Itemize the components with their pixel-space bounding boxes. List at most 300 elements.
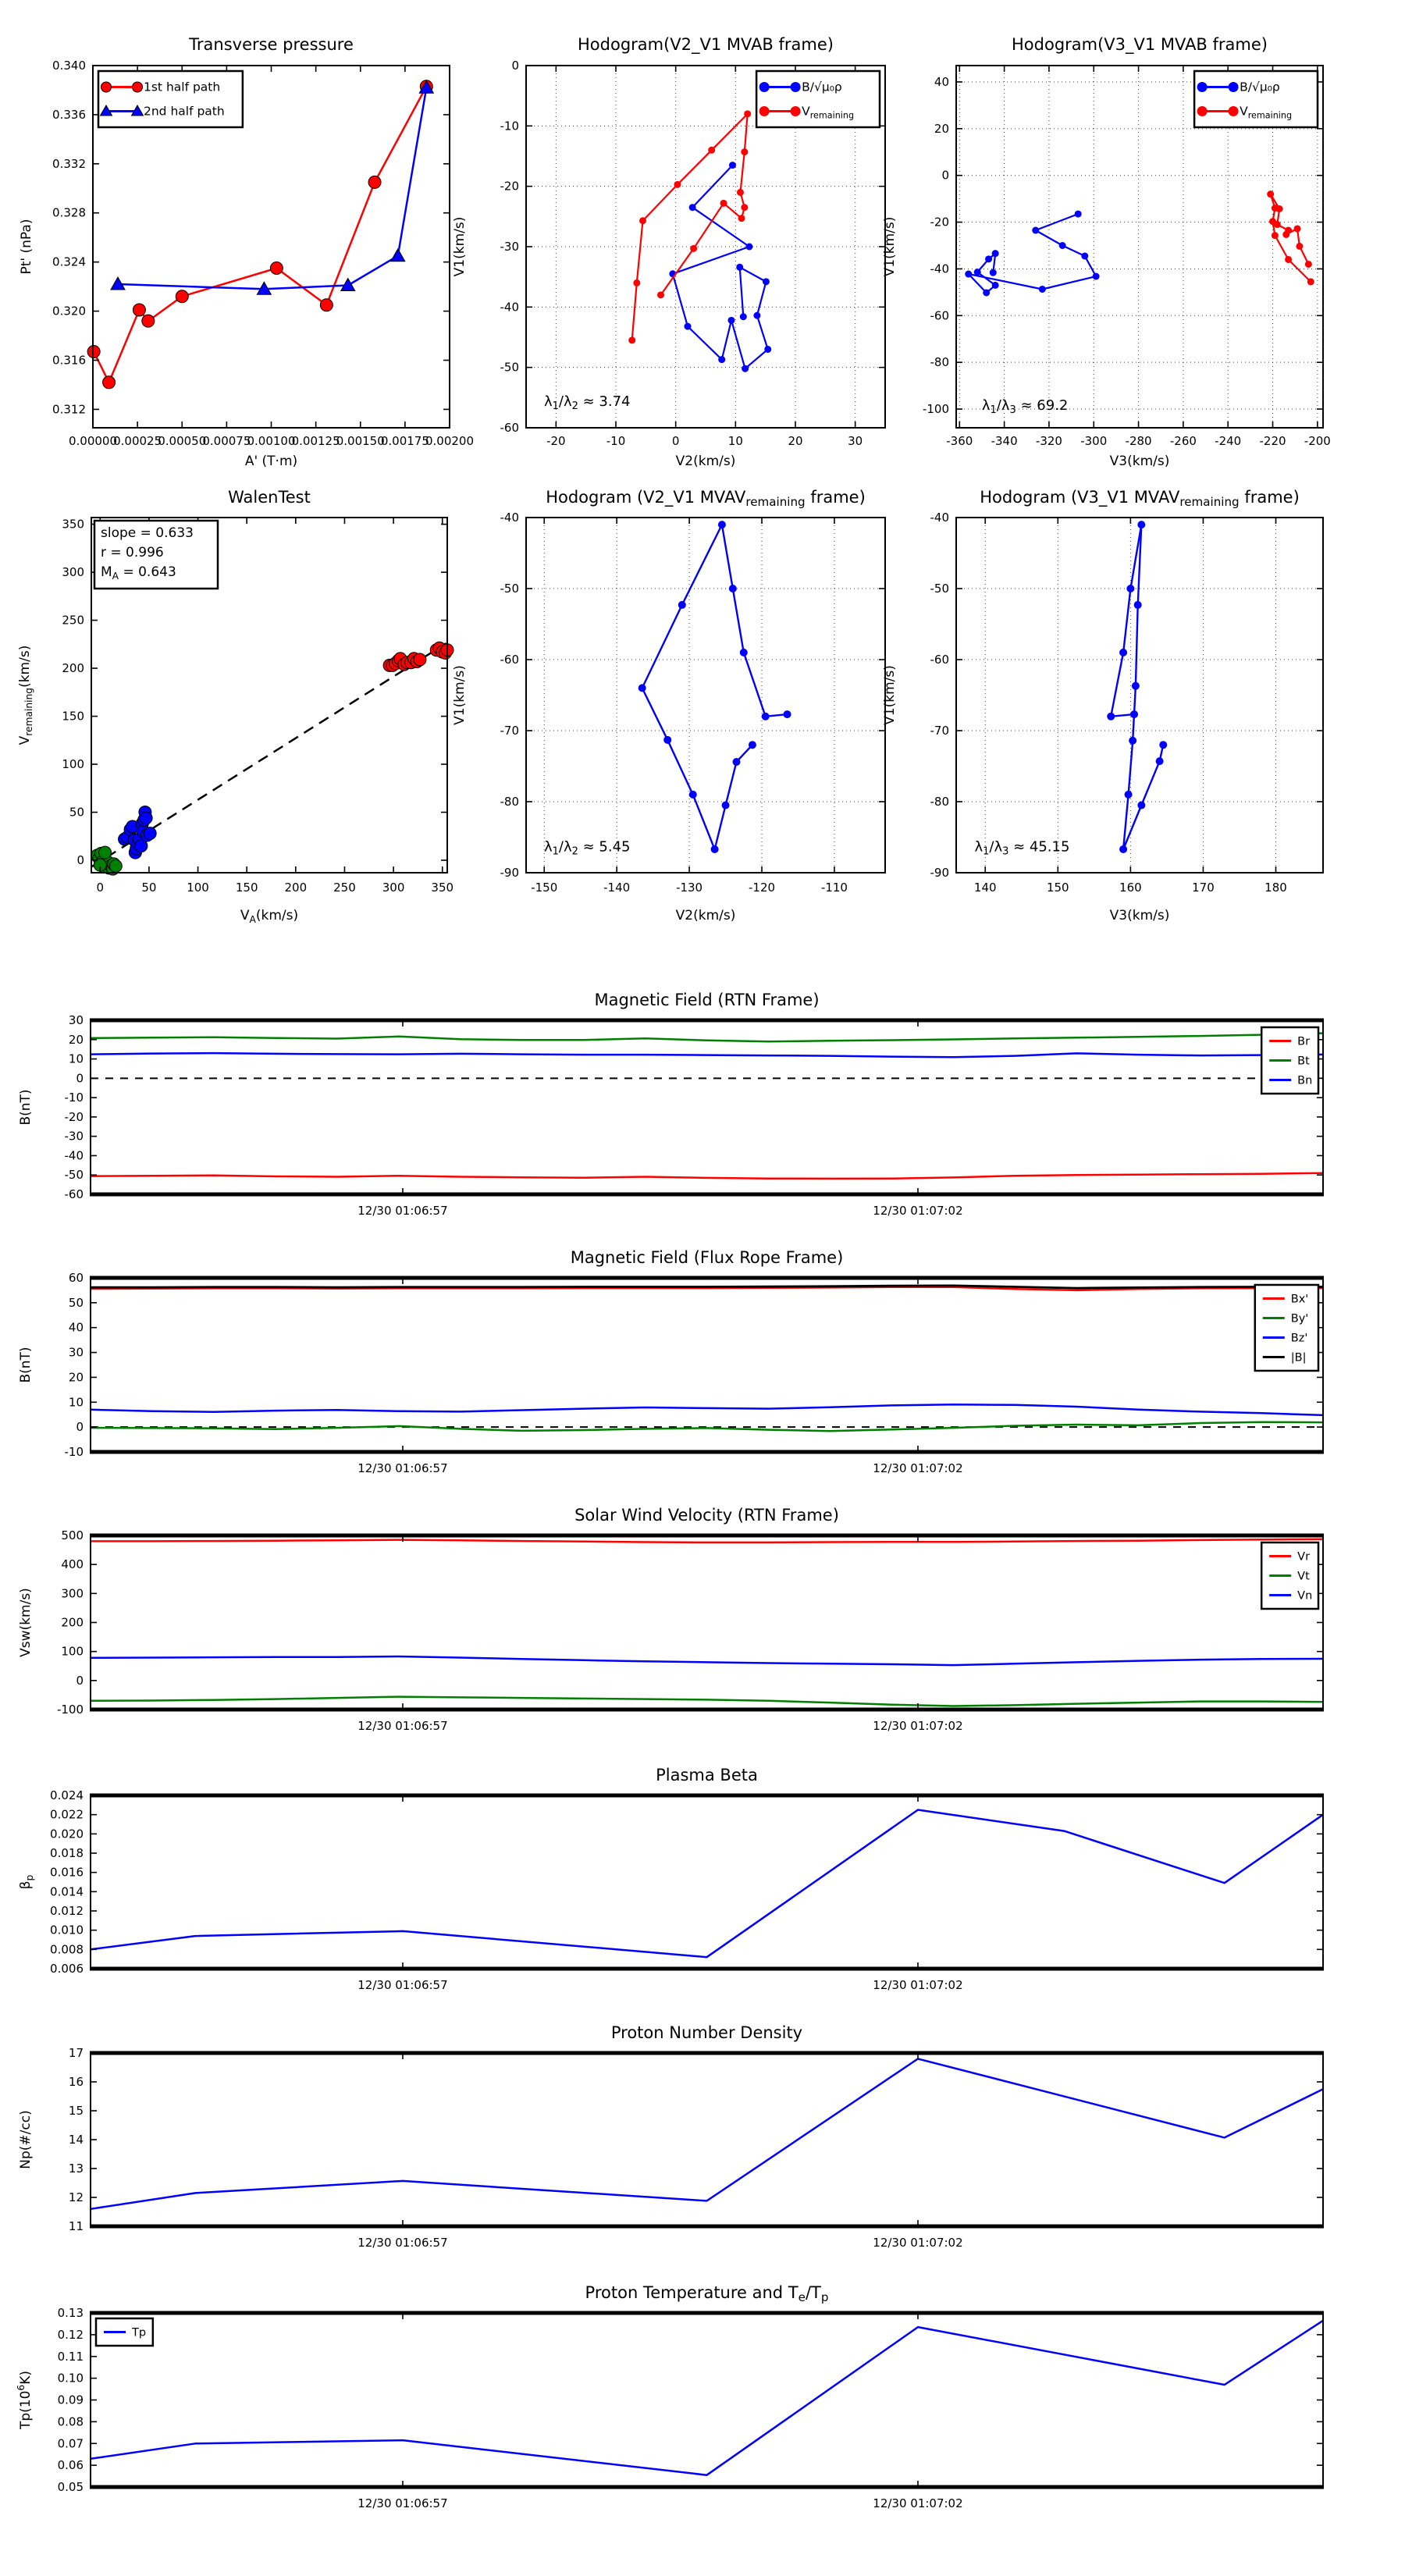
chart-transverse-pressure [19, 35, 474, 469]
x-tick-label: -260 [1169, 434, 1197, 448]
data-point-marker [762, 713, 770, 720]
y-tick-label: -90 [500, 866, 519, 880]
y-tick-label: 14 [68, 2133, 84, 2147]
y-axis-label: V1(km/s) [882, 216, 898, 277]
y-axis-label: $Tp(10^6K)$ [16, 2370, 34, 2430]
data-point-marker [965, 271, 972, 278]
data-point-marker [1126, 585, 1134, 592]
data-point-marker [729, 585, 737, 592]
series-line-B/√μ₀ρ [673, 165, 768, 369]
y-tick-label: -50 [500, 360, 519, 375]
x-tick-label: 0.00050 [158, 434, 207, 448]
y-tick-label: -40 [930, 262, 949, 276]
y-tick-label: 0.05 [57, 2480, 84, 2494]
y-tick-label: 100 [61, 1644, 84, 1659]
data-point-marker [1285, 227, 1292, 234]
y-tick-label: -90 [930, 866, 949, 880]
chart-title: Magnetic Field (Flux Rope Frame) [570, 1248, 844, 1267]
y-tick-label: 60 [68, 1271, 84, 1285]
data-point-marker [711, 845, 719, 853]
y-tick-label: -40 [500, 511, 519, 525]
data-point-marker [727, 317, 735, 324]
data-point-marker [985, 255, 992, 262]
fit-stat-line: slope = 0.633 [101, 525, 194, 541]
data-point-marker [1129, 737, 1136, 745]
y-tick-label: 0.312 [52, 402, 86, 417]
y-tick-label: -80 [930, 355, 949, 370]
y-tick-label: 13 [68, 2161, 84, 2176]
y-tick-label: 15 [68, 2104, 84, 2118]
y-tick-label: 10 [68, 1051, 84, 1066]
data-point-marker [741, 204, 748, 211]
chart-mag-fluxrope [18, 1248, 1324, 1475]
y-tick-label: -30 [500, 240, 519, 254]
x-tick-label: 12/30 01:06:57 [357, 1719, 448, 1733]
data-point-marker [1132, 682, 1140, 690]
data-point-marker [1134, 601, 1142, 609]
y-tick-label: 0.006 [50, 1962, 84, 1976]
data-point-marker [144, 827, 156, 840]
data-point-marker [718, 521, 726, 528]
x-tick-label: 350 [431, 881, 454, 895]
x-tick-label: 0.00025 [113, 434, 162, 448]
y-tick-label: -60 [500, 653, 519, 667]
data-point-marker [1285, 256, 1292, 263]
lambda-ratio-annotation: $\lambda_1/\lambda_2 \approx 5.45$ [544, 838, 631, 858]
x-tick-label: 100 [187, 881, 209, 895]
x-tick-label: 0.00200 [425, 434, 475, 448]
data-point-marker [744, 110, 751, 117]
data-point-marker [133, 304, 145, 316]
x-tick-label: 50 [141, 881, 157, 895]
lambda-ratio-annotation: $\lambda_1/\lambda_3 \approx 45.15$ [974, 838, 1070, 858]
x-tick-label: 12/30 01:06:57 [357, 1204, 448, 1218]
y-tick-label: 100 [62, 757, 84, 772]
x-axis-label: V3(km/s) [1109, 454, 1170, 469]
y-tick-label: -50 [930, 582, 949, 596]
data-point-marker [663, 736, 671, 744]
data-point-marker [103, 376, 116, 389]
data-point-marker [391, 249, 405, 262]
chart-title: Hodogram (V2_V1 MVAVremaining frame) [546, 488, 866, 509]
series-line-Br [91, 1173, 1323, 1179]
y-tick-label: -10 [64, 1445, 84, 1459]
series-line-1st half path [94, 87, 426, 382]
x-tick-label: 0.00175 [380, 434, 429, 448]
data-point-marker [763, 278, 770, 285]
x-tick-label: 0.00125 [291, 434, 340, 448]
fit-stat-line: r = 0.996 [101, 545, 164, 560]
chart-title: WalenTest [228, 488, 311, 507]
y-tick-label: 0.13 [57, 2306, 84, 2320]
data-point-marker [1125, 791, 1133, 799]
y-tick-label: 0.018 [50, 1846, 84, 1860]
y-axis-label: Vsw(km/s) [18, 1588, 34, 1657]
legend-label: 1st half path [144, 80, 221, 94]
data-point-marker [759, 106, 770, 116]
y-tick-label: -80 [500, 795, 519, 809]
y-tick-label: -60 [930, 308, 949, 323]
x-tick-label: 0 [671, 434, 680, 448]
x-tick-label: -280 [1125, 434, 1152, 448]
x-tick-label: 0.00000 [68, 434, 118, 448]
data-point-marker [657, 291, 664, 298]
data-point-marker [87, 345, 100, 358]
x-tick-label: 12/30 01:07:02 [873, 2236, 963, 2250]
series-line-|B| [91, 1286, 1323, 1288]
chart-title: Hodogram (V3_V1 MVAVremaining frame) [980, 488, 1300, 509]
x-tick-label: -340 [991, 434, 1018, 448]
y-tick-label: 0 [76, 1071, 84, 1086]
y-tick-label: -30 [64, 1129, 84, 1144]
y-tick-label: 0 [76, 1673, 84, 1688]
data-point-marker [1081, 252, 1088, 259]
y-tick-label: 500 [61, 1528, 84, 1542]
data-point-marker [414, 653, 426, 666]
chart-proton-temp [16, 2283, 1324, 2510]
data-point-marker [1039, 286, 1046, 293]
series-line-V_remaining [632, 114, 748, 340]
y-tick-label: 20 [934, 121, 949, 136]
y-tick-label: -60 [64, 1187, 84, 1201]
data-point-marker [101, 82, 112, 92]
y-tick-label: -40 [64, 1148, 84, 1163]
series-line-B/√μ₀ρ [969, 214, 1096, 293]
legend-label: $V_{remaining}$ [802, 104, 855, 121]
data-point-marker [1307, 278, 1314, 285]
chart-title: Proton Temperature and Te/Tp [585, 2283, 829, 2304]
x-tick-label: -360 [946, 434, 973, 448]
legend [1261, 1542, 1318, 1609]
y-tick-label: 0.10 [57, 2371, 84, 2386]
data-point-marker [133, 82, 143, 92]
x-axis-label: V2(km/s) [675, 454, 736, 469]
data-point-marker [689, 791, 697, 799]
data-point-marker [736, 264, 743, 271]
data-point-marker [708, 147, 715, 154]
data-point-marker [741, 148, 748, 155]
data-point-marker [718, 356, 725, 363]
chart-hodogram-v2v1-mvav [452, 488, 885, 923]
x-tick-label: 12/30 01:06:57 [357, 1978, 448, 1992]
data-point-marker [742, 365, 749, 372]
data-point-marker [176, 290, 188, 303]
x-tick-label: -240 [1215, 434, 1242, 448]
y-tick-label: -20 [500, 179, 519, 194]
fit-stat-line: $M_A = 0.643$ [101, 564, 176, 582]
series-line-Bn [91, 1053, 1323, 1057]
x-tick-label: 300 [382, 881, 405, 895]
series-line-V [642, 525, 788, 849]
x-tick-label: -120 [748, 881, 776, 895]
legend-label: $V_{remaining}$ [1240, 104, 1293, 121]
y-tick-label: 40 [68, 1320, 84, 1335]
data-point-marker [1305, 261, 1312, 268]
chart-title: Plasma Beta [656, 1766, 758, 1784]
legend-label: Vn [1297, 1589, 1313, 1603]
data-point-marker [674, 181, 681, 188]
data-point-marker [753, 312, 760, 319]
chart-walen-test [17, 488, 454, 925]
data-point-marker [1296, 243, 1303, 250]
y-tick-label: -40 [500, 300, 519, 315]
legend [98, 71, 243, 127]
x-tick-label: 12/30 01:07:02 [873, 1461, 963, 1475]
y-tick-label: -70 [500, 724, 519, 738]
data-point-marker [791, 82, 801, 92]
legend-label: Tp [132, 2326, 147, 2339]
x-tick-label: 12/30 01:06:57 [357, 2236, 448, 2250]
data-point-marker [740, 313, 747, 320]
y-tick-label: -60 [500, 421, 519, 435]
y-tick-label: 10 [68, 1395, 84, 1410]
data-point-marker [732, 758, 740, 766]
x-tick-label: 12/30 01:06:57 [357, 1461, 448, 1475]
x-tick-label: 0.00075 [202, 434, 251, 448]
y-tick-label: 0.06 [57, 2458, 84, 2473]
y-axis-label: V1(km/s) [882, 665, 898, 725]
data-point-marker [1294, 225, 1301, 232]
data-point-marker [140, 812, 152, 824]
data-point-marker [1197, 82, 1208, 92]
data-point-marker [1229, 106, 1239, 116]
y-tick-label: 0.020 [50, 1827, 84, 1841]
data-point-marker [685, 323, 692, 330]
x-axis-label: $V_A(km/s)$ [240, 908, 299, 925]
y-tick-label: 0.320 [52, 304, 86, 318]
legend-label: Vr [1297, 1550, 1311, 1564]
chart-proton-density [18, 2023, 1324, 2250]
y-axis-label: V1(km/s) [452, 665, 468, 725]
x-tick-label: 200 [284, 881, 308, 895]
y-tick-label: -10 [64, 1091, 84, 1105]
data-point-marker [109, 859, 122, 872]
x-axis-label: A' (T·m) [244, 454, 298, 469]
y-tick-label: 12 [68, 2190, 84, 2204]
y-tick-label: -20 [930, 215, 949, 229]
x-tick-label: 0.00100 [247, 434, 296, 448]
chart-title: Hodogram(V2_V1 MVAB frame) [578, 35, 834, 54]
data-point-marker [1137, 521, 1145, 528]
data-point-marker [791, 106, 801, 116]
y-tick-label: 0.328 [52, 205, 86, 220]
data-point-marker [1059, 242, 1066, 249]
y-tick-label: 0.08 [57, 2414, 84, 2429]
data-point-marker [99, 846, 112, 859]
data-point-marker [740, 649, 748, 656]
data-point-marker [745, 244, 752, 251]
x-tick-label: -220 [1259, 434, 1286, 448]
y-tick-label: 16 [68, 2075, 84, 2089]
x-axis-label: V3(km/s) [1109, 908, 1170, 923]
y-tick-label: 0 [941, 168, 949, 183]
y-tick-label: 30 [68, 1345, 84, 1360]
legend [1261, 1027, 1318, 1094]
x-tick-label: 160 [1119, 881, 1142, 895]
legend-label: Vt [1297, 1570, 1310, 1583]
y-tick-label: 300 [62, 565, 84, 580]
chart-title: Transverse pressure [189, 35, 354, 54]
data-point-marker [1269, 218, 1276, 225]
x-tick-label: 140 [973, 881, 997, 895]
series-line-Tp [91, 2321, 1323, 2475]
y-tick-label: 0.016 [50, 1865, 84, 1880]
x-tick-label: -150 [531, 881, 558, 895]
chart-title: Magnetic Field (RTN Frame) [594, 991, 820, 1009]
data-point-marker [992, 250, 999, 257]
data-point-marker [368, 176, 381, 188]
legend-label: Bz' [1290, 1332, 1308, 1345]
y-tick-label: 200 [62, 661, 84, 676]
legend-label: Bt [1297, 1055, 1310, 1068]
chart-plasma-beta [18, 1766, 1324, 1992]
data-point-marker [678, 601, 686, 609]
x-tick-label: 12/30 01:06:57 [357, 2496, 448, 2510]
x-tick-label: 0.00150 [336, 434, 385, 448]
series-line-beta [91, 1810, 1323, 1958]
data-point-marker [1137, 802, 1145, 809]
y-tick-label: 250 [62, 613, 84, 628]
y-axis-label: $\beta_p$ [18, 1874, 35, 1890]
y-tick-label: 0.010 [50, 1923, 84, 1937]
data-point-marker [270, 262, 283, 275]
data-point-marker [1267, 190, 1274, 197]
data-point-marker [738, 215, 745, 222]
x-tick-label: 12/30 01:07:02 [873, 2496, 963, 2510]
chart-title: Proton Number Density [610, 2023, 803, 2042]
chart-title: Hodogram(V3_V1 MVAB frame) [1012, 35, 1268, 54]
y-tick-label: 300 [61, 1586, 84, 1601]
y-tick-label: 30 [68, 1013, 84, 1027]
data-point-marker [1159, 741, 1167, 749]
y-tick-label: -100 [922, 402, 949, 417]
x-tick-label: 250 [333, 881, 356, 895]
x-tick-label: 30 [848, 434, 863, 448]
x-tick-label: -140 [603, 881, 631, 895]
y-tick-label: 0.07 [57, 2436, 84, 2451]
y-tick-label: -80 [930, 795, 949, 809]
y-axis-label: $V_{remaining}(km/s)$ [17, 645, 34, 745]
data-point-marker [1032, 227, 1039, 234]
y-tick-label: -20 [64, 1109, 84, 1124]
legend [96, 2318, 153, 2346]
chart-hodogram-v3v1-mvav [882, 488, 1323, 923]
y-tick-label: 0.022 [50, 1807, 84, 1822]
y-tick-label: 400 [61, 1557, 84, 1572]
legend [756, 71, 880, 127]
y-tick-label: 11 [68, 2219, 84, 2233]
data-point-marker [689, 204, 696, 211]
lambda-ratio-annotation: $\lambda_1/\lambda_3 \approx 69.2$ [981, 397, 1069, 416]
y-tick-label: -10 [500, 119, 519, 133]
legend-label: Bx' [1290, 1293, 1309, 1306]
y-tick-label: 0.332 [52, 156, 86, 171]
y-tick-label: -70 [930, 724, 949, 738]
series-line-Np [91, 2058, 1323, 2208]
x-tick-label: 10 [727, 434, 743, 448]
series-line-Vr [91, 1539, 1323, 1542]
y-tick-label: -40 [930, 511, 949, 525]
y-tick-label: 0.012 [50, 1904, 84, 1918]
data-point-marker [784, 710, 791, 718]
data-point-marker [759, 82, 770, 92]
series-line-Bt [91, 1034, 1323, 1042]
data-point-marker [1229, 82, 1239, 92]
legend-label: B/√μ₀ρ [1240, 80, 1280, 94]
x-tick-label: 150 [1046, 881, 1069, 895]
y-tick-label: 0.340 [52, 59, 86, 73]
data-point-marker [320, 299, 333, 311]
chart-hodogram-v3v1-mvab [882, 35, 1331, 469]
y-tick-label: 0 [511, 59, 519, 73]
x-tick-label: -320 [1035, 434, 1062, 448]
y-tick-label: -100 [56, 1703, 84, 1717]
chart-velocity-rtn [18, 1506, 1324, 1733]
y-tick-label: 0.12 [57, 2327, 84, 2342]
data-point-marker [142, 315, 155, 327]
y-axis-label: Np(#/cc) [18, 2110, 34, 2169]
x-tick-label: -110 [820, 881, 848, 895]
data-point-marker [1156, 757, 1164, 765]
data-point-marker [1272, 232, 1279, 239]
data-point-marker [729, 162, 736, 169]
y-tick-label: 17 [68, 2046, 84, 2060]
data-point-marker [764, 346, 771, 353]
x-tick-label: 12/30 01:07:02 [873, 1978, 963, 1992]
x-tick-label: 12/30 01:07:02 [873, 1204, 963, 1218]
y-tick-label: 0.324 [52, 254, 86, 269]
data-point-marker [633, 279, 640, 286]
y-tick-label: 50 [68, 1295, 84, 1310]
x-tick-label: -300 [1080, 434, 1108, 448]
chart-title: Solar Wind Velocity (RTN Frame) [574, 1506, 839, 1525]
y-tick-label: 0 [76, 853, 84, 868]
y-tick-label: 0.09 [57, 2393, 84, 2407]
y-axis-label: B(nT) [18, 1089, 34, 1126]
y-tick-label: 20 [68, 1032, 84, 1047]
y-tick-label: 0.024 [50, 1788, 84, 1802]
legend-label: Br [1297, 1035, 1311, 1048]
chart-hodogram-v2v1-mvab [452, 35, 885, 469]
y-tick-label: 0.316 [52, 353, 86, 368]
series-line-Bz' [91, 1404, 1323, 1415]
y-tick-label: -60 [930, 653, 949, 667]
data-point-marker [720, 200, 727, 207]
y-axis-label: B(nT) [18, 1347, 34, 1383]
x-tick-label: -200 [1304, 434, 1331, 448]
y-tick-label: 200 [61, 1615, 84, 1630]
x-tick-label: 180 [1264, 881, 1287, 895]
axes-frame [526, 518, 885, 873]
data-point-marker [1197, 106, 1208, 116]
legend [1194, 71, 1318, 127]
legend-label: 2nd half path [144, 104, 225, 119]
y-axis-label: Pt' (nPa) [19, 219, 34, 275]
y-tick-label: 0.11 [57, 2349, 84, 2364]
y-tick-label: 40 [934, 74, 949, 89]
y-axis-label: V1(km/s) [452, 216, 468, 277]
axes-frame [91, 1535, 1323, 1710]
x-axis-label: V2(km/s) [675, 908, 736, 923]
data-point-marker [1119, 845, 1127, 853]
axes-frame [91, 1795, 1323, 1969]
data-point-marker [1119, 649, 1127, 656]
legend-label: B/√μ₀ρ [802, 80, 842, 94]
x-tick-label: 170 [1192, 881, 1215, 895]
data-point-marker [722, 802, 730, 809]
series-line-Vt [91, 1697, 1323, 1706]
y-tick-label: 0.014 [50, 1884, 84, 1899]
